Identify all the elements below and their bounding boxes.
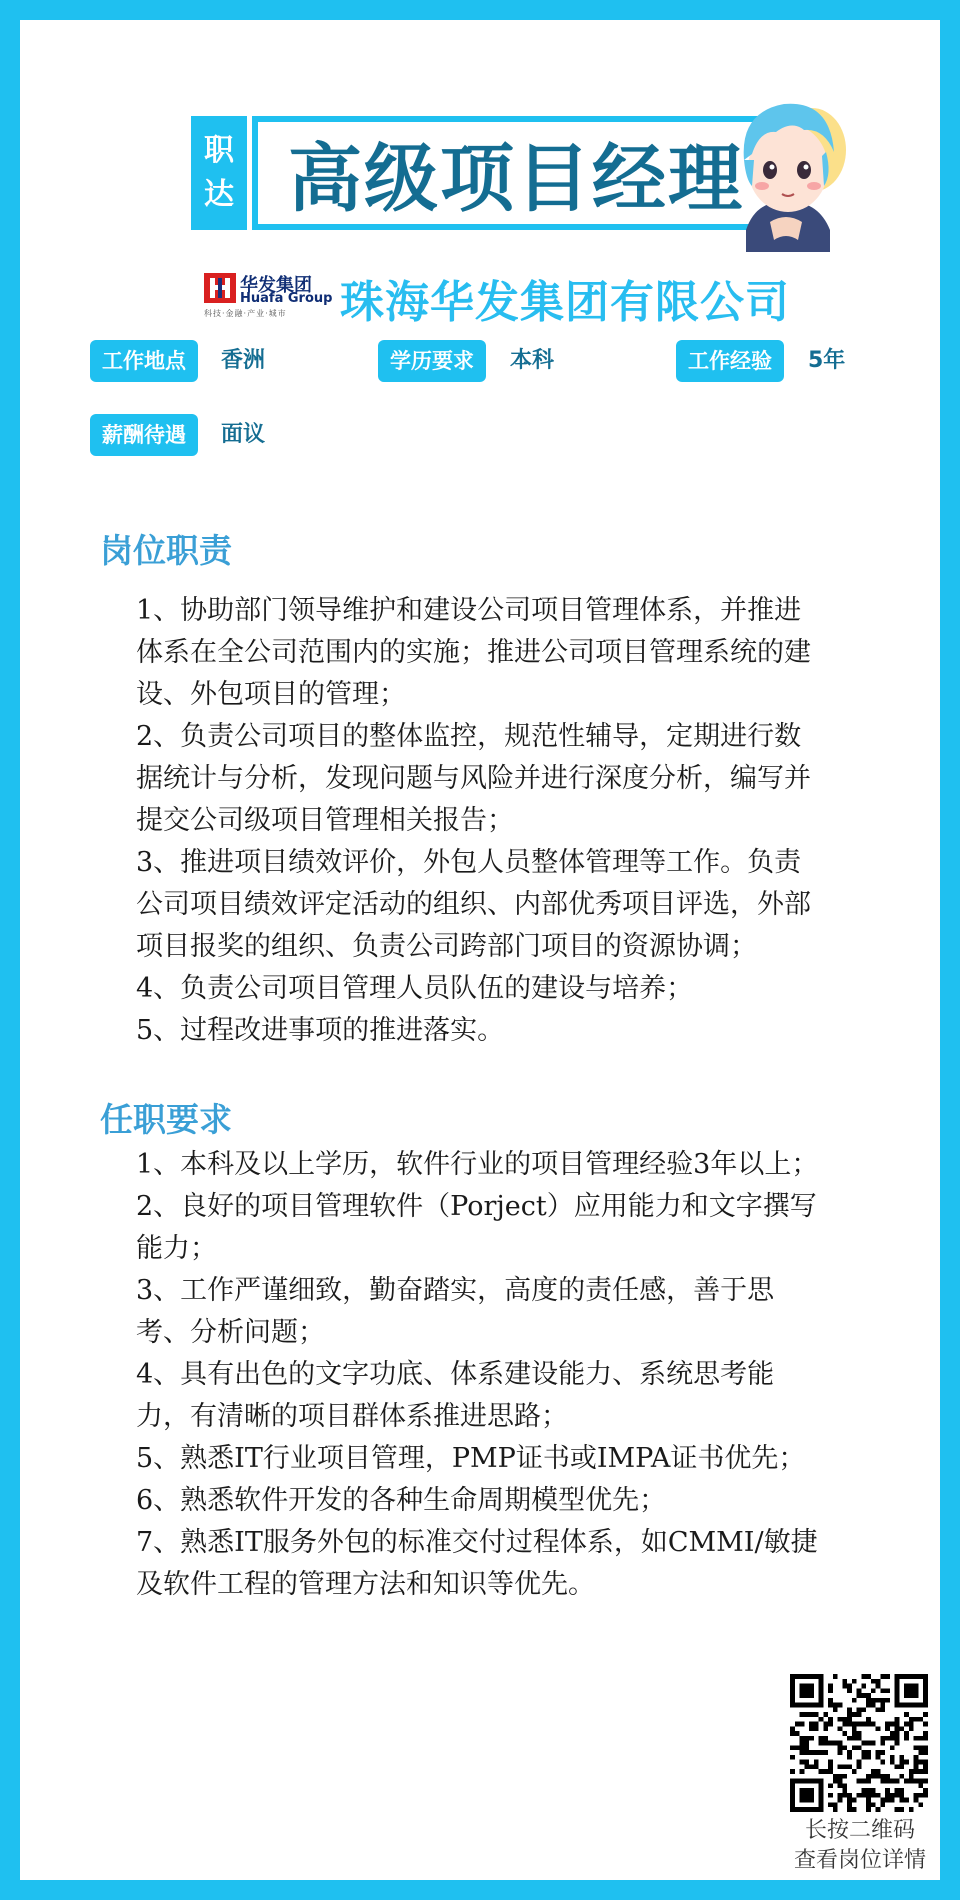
- requirements-line: 力，有清晰的项目群体系推进思路；: [136, 1401, 568, 1432]
- duties-line: 体系在全公司范围内的实施；推进公司项目管理系统的建: [136, 637, 811, 668]
- qr-caption-line-2: 查看岗位详情: [793, 1848, 926, 1873]
- duties-line: 4、负责公司项目管理人员队伍的建设与培养；: [136, 973, 694, 1004]
- education-label: 学历要求: [378, 340, 486, 382]
- mascot-illustration: [726, 90, 852, 252]
- huafa-logo-icon: [204, 273, 236, 303]
- requirements-title: 任职要求: [100, 1100, 232, 1139]
- brand-char-1: 职: [204, 133, 234, 168]
- requirements-line: 考、分析问题；: [136, 1317, 325, 1348]
- requirements-body: [136, 1144, 904, 1606]
- duties-line: 提交公司级项目管理相关报告；: [136, 805, 514, 836]
- duties-body: [136, 590, 904, 1052]
- location-value: 香洲: [221, 348, 266, 373]
- experience-label: 工作经验: [676, 340, 784, 382]
- company-logo: [204, 271, 333, 319]
- duties-line: 公司项目绩效评定活动的组织、内部优秀项目评选，外部: [136, 889, 811, 920]
- duties-line: 3、推进项目绩效评价，外包人员整体管理等工作。负责: [136, 847, 802, 878]
- requirements-line: 4、具有出色的文字功底、体系建设能力、系统思考能: [136, 1359, 775, 1390]
- requirements-line: 3、工作严谨细致，勤奋踏实，高度的责任感，善于思: [136, 1275, 775, 1306]
- duties-line: 设、外包项目的管理；: [136, 679, 406, 710]
- qr-code[interactable]: [790, 1674, 928, 1812]
- requirements-line: 能力；: [136, 1233, 217, 1264]
- job-title-box: [252, 116, 776, 230]
- requirements-line: 2、良好的项目管理软件（Porject）应用能力和文字撰写: [136, 1191, 817, 1222]
- salary-value: 面议: [221, 422, 266, 447]
- requirements-line: 1、本科及以上学历，软件行业的项目管理经验3年以上；: [136, 1149, 819, 1180]
- duties-line: 据统计与分析，发现问题与风险并进行深度分析，编写并: [136, 763, 811, 794]
- job-title: 高级项目经理: [288, 136, 744, 222]
- logo-chinese-text: 华发集团: [240, 275, 312, 296]
- brand-char-2: 达: [204, 177, 234, 212]
- duties-title: 岗位职责: [100, 531, 232, 570]
- location-label: 工作地点: [90, 340, 198, 382]
- company-name: 珠海华发集团有限公司: [340, 277, 790, 328]
- qr-caption: [780, 1816, 940, 1876]
- requirements-line: 7、熟悉IT服务外包的标准交付过程体系，如CMMI/敏捷: [136, 1527, 818, 1558]
- brand-badge: [191, 116, 247, 230]
- duties-line: 项目报奖的组织、负责公司跨部门项目的资源协调；: [136, 931, 757, 962]
- education-value: 本科: [510, 348, 555, 373]
- requirements-line: 及软件工程的管理方法和知识等优先。: [136, 1569, 595, 1600]
- salary-label: 薪酬待遇: [90, 414, 198, 456]
- logo-english-text: Huafa Group: [240, 291, 333, 306]
- duties-line: 5、过程改进事项的推进落实。: [136, 1015, 505, 1046]
- requirements-line: 5、熟悉IT行业项目管理，PMP证书或IMPA证书优先；: [136, 1443, 806, 1474]
- requirements-line: 6、熟悉软件开发的各种生命周期模型优先；: [136, 1485, 667, 1516]
- logo-tagline: 科技·金融·产业·城市: [204, 309, 287, 318]
- duties-line: 1、协助部门领导维护和建设公司项目管理体系，并推进: [136, 595, 802, 626]
- experience-value: 5年: [808, 348, 846, 373]
- duties-line: 2、负责公司项目的整体监控，规范性辅导，定期进行数: [136, 721, 802, 752]
- qr-caption-line-1: 长按二维码: [804, 1818, 915, 1843]
